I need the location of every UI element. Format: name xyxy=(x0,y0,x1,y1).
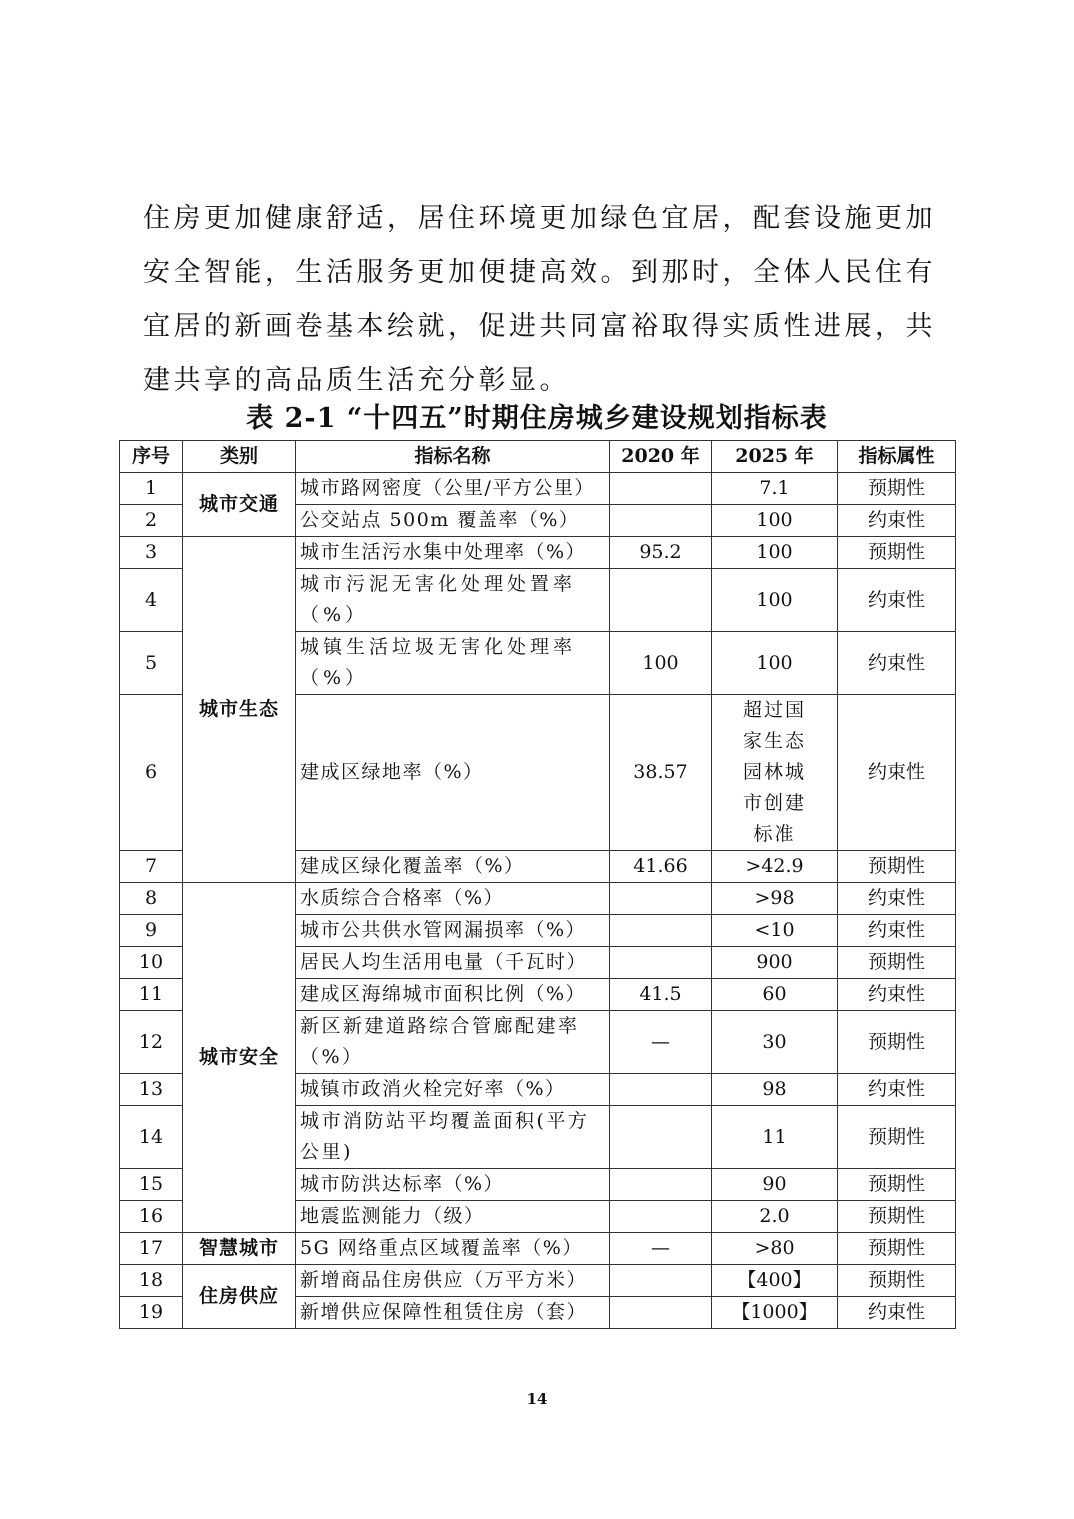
indicator-table xyxy=(119,440,956,1329)
cell-no: 16 xyxy=(120,1201,183,1233)
header-category: 类别 xyxy=(183,441,296,473)
cell-2020 xyxy=(610,1106,712,1169)
cell-attribute: 预期性 xyxy=(838,1106,956,1169)
table-caption: 表 2-1 “十四五”时期住房城乡建设规划指标表 xyxy=(246,403,828,434)
cell-name: 城镇生活垃圾无害化处理率（%） xyxy=(296,632,610,695)
cell-2025: 90 xyxy=(712,1169,838,1201)
cell-attribute: 约束性 xyxy=(838,979,956,1011)
table-header-row xyxy=(120,441,956,473)
cell-2025: >80 xyxy=(712,1233,838,1265)
cell-attribute: 预期性 xyxy=(838,537,956,569)
cell-2020: 100 xyxy=(610,632,712,695)
cell-2020 xyxy=(610,1265,712,1297)
cell-no: 19 xyxy=(120,1297,183,1329)
cell-no: 13 xyxy=(120,1074,183,1106)
cell-attribute: 约束性 xyxy=(838,695,956,851)
body-paragraph: 住房更加健康舒适，居住环境更加绿色宜居，配套设施更加安全智能，生活服务更加便捷高效。到那时，全体人民住有宜居的新画卷基本绘就，促进共同富裕取得实质性进展，共建共享的高品质生活充分彰显。 xyxy=(143,203,936,396)
cell-2025: <10 xyxy=(712,915,838,947)
cell-attribute: 约束性 xyxy=(838,569,956,632)
cell-2025: 11 xyxy=(712,1106,838,1169)
cell-attribute: 预期性 xyxy=(838,947,956,979)
category-cell: 城市交通 xyxy=(183,473,296,537)
cell-name: 公交站点 500m 覆盖率（%） xyxy=(296,505,610,537)
cell-2020 xyxy=(610,915,712,947)
cell-2020: 41.5 xyxy=(610,979,712,1011)
cell-name: 新增供应保障性租赁住房（套） xyxy=(296,1297,610,1329)
cell-name: 城市生活污水集中处理率（%） xyxy=(296,537,610,569)
cell-2020 xyxy=(610,569,712,632)
cell-name: 城市公共供水管网漏损率（%） xyxy=(296,915,610,947)
cell-no: 1 xyxy=(120,473,183,505)
cell-2025: 超过国家生态园林城市创建标准 xyxy=(712,695,838,851)
category-cell: 城市生态 xyxy=(183,537,296,883)
cell-no: 7 xyxy=(120,851,183,883)
cell-2025: 7.1 xyxy=(712,473,838,505)
cell-2025: >42.9 xyxy=(712,851,838,883)
table-row xyxy=(120,1233,956,1265)
cell-no: 3 xyxy=(120,537,183,569)
cell-name: 建成区绿地率（%） xyxy=(296,695,610,851)
table-row xyxy=(120,1265,956,1297)
cell-attribute: 约束性 xyxy=(838,1074,956,1106)
cell-2020 xyxy=(610,1201,712,1233)
cell-name: 建成区绿化覆盖率（%） xyxy=(296,851,610,883)
header-2020: 2020 年 xyxy=(610,441,712,473)
cell-2025: 900 xyxy=(712,947,838,979)
cell-attribute: 预期性 xyxy=(838,1233,956,1265)
table-row xyxy=(120,473,956,505)
cell-2025: 30 xyxy=(712,1011,838,1074)
cell-2025: 100 xyxy=(712,569,838,632)
page-number: 14 xyxy=(526,1390,548,1408)
cell-2025: 100 xyxy=(712,537,838,569)
cell-2020: 38.57 xyxy=(610,695,712,851)
cell-2020 xyxy=(610,505,712,537)
cell-name: 城镇市政消火栓完好率（%） xyxy=(296,1074,610,1106)
category-cell: 智慧城市 xyxy=(183,1233,296,1265)
cell-no: 12 xyxy=(120,1011,183,1074)
cell-no: 9 xyxy=(120,915,183,947)
header-attribute: 指标属性 xyxy=(838,441,956,473)
cell-no: 18 xyxy=(120,1265,183,1297)
cell-no: 14 xyxy=(120,1106,183,1169)
cell-name: 城市路网密度（公里/平方公里） xyxy=(296,473,610,505)
cell-name: 建成区海绵城市面积比例（%） xyxy=(296,979,610,1011)
cell-no: 4 xyxy=(120,569,183,632)
cell-no: 2 xyxy=(120,505,183,537)
cell-2025: 100 xyxy=(712,505,838,537)
cell-attribute: 约束性 xyxy=(838,632,956,695)
cell-2020 xyxy=(610,1297,712,1329)
cell-2020 xyxy=(610,883,712,915)
cell-no: 8 xyxy=(120,883,183,915)
cell-2025: 60 xyxy=(712,979,838,1011)
cell-2025: 2.0 xyxy=(712,1201,838,1233)
cell-2020: 41.66 xyxy=(610,851,712,883)
cell-attribute: 约束性 xyxy=(838,1297,956,1329)
cell-no: 6 xyxy=(120,695,183,851)
table-row xyxy=(120,883,956,915)
cell-2020: — xyxy=(610,1011,712,1074)
cell-attribute: 约束性 xyxy=(838,505,956,537)
cell-2020 xyxy=(610,1169,712,1201)
cell-name: 新区新建道路综合管廊配建率（%） xyxy=(296,1011,610,1074)
cell-name: 地震监测能力（级） xyxy=(296,1201,610,1233)
header-no: 序号 xyxy=(120,441,183,473)
category-cell: 住房供应 xyxy=(183,1265,296,1329)
cell-name: 居民人均生活用电量（千瓦时） xyxy=(296,947,610,979)
cell-attribute: 预期性 xyxy=(838,473,956,505)
cell-no: 10 xyxy=(120,947,183,979)
header-name: 指标名称 xyxy=(296,441,610,473)
cell-no: 5 xyxy=(120,632,183,695)
cell-attribute: 预期性 xyxy=(838,1169,956,1201)
cell-2020: 95.2 xyxy=(610,537,712,569)
cell-no: 11 xyxy=(120,979,183,1011)
cell-2025: 【400】 xyxy=(712,1265,838,1297)
cell-attribute: 约束性 xyxy=(838,883,956,915)
cell-name: 城市防洪达标率（%） xyxy=(296,1169,610,1201)
cell-attribute: 预期性 xyxy=(838,1265,956,1297)
cell-attribute: 预期性 xyxy=(838,851,956,883)
cell-2025: 【1000】 xyxy=(712,1297,838,1329)
cell-attribute: 预期性 xyxy=(838,1011,956,1074)
cell-2025: >98 xyxy=(712,883,838,915)
cell-2025: 98 xyxy=(712,1074,838,1106)
cell-2020: — xyxy=(610,1233,712,1265)
cell-name: 城市消防站平均覆盖面积(平方公里) xyxy=(296,1106,610,1169)
cell-2025: 100 xyxy=(712,632,838,695)
header-2025: 2025 年 xyxy=(712,441,838,473)
cell-name: 城市污泥无害化处理处置率（%） xyxy=(296,569,610,632)
cell-2020 xyxy=(610,947,712,979)
cell-2020 xyxy=(610,1074,712,1106)
cell-name: 5G 网络重点区域覆盖率（%） xyxy=(296,1233,610,1265)
cell-no: 17 xyxy=(120,1233,183,1265)
cell-name: 水质综合合格率（%） xyxy=(296,883,610,915)
cell-attribute: 预期性 xyxy=(838,1201,956,1233)
cell-no: 15 xyxy=(120,1169,183,1201)
cell-name: 新增商品住房供应（万平方米） xyxy=(296,1265,610,1297)
category-cell: 城市安全 xyxy=(183,883,296,1233)
cell-2020 xyxy=(610,473,712,505)
table-row xyxy=(120,537,956,569)
cell-attribute: 约束性 xyxy=(838,915,956,947)
